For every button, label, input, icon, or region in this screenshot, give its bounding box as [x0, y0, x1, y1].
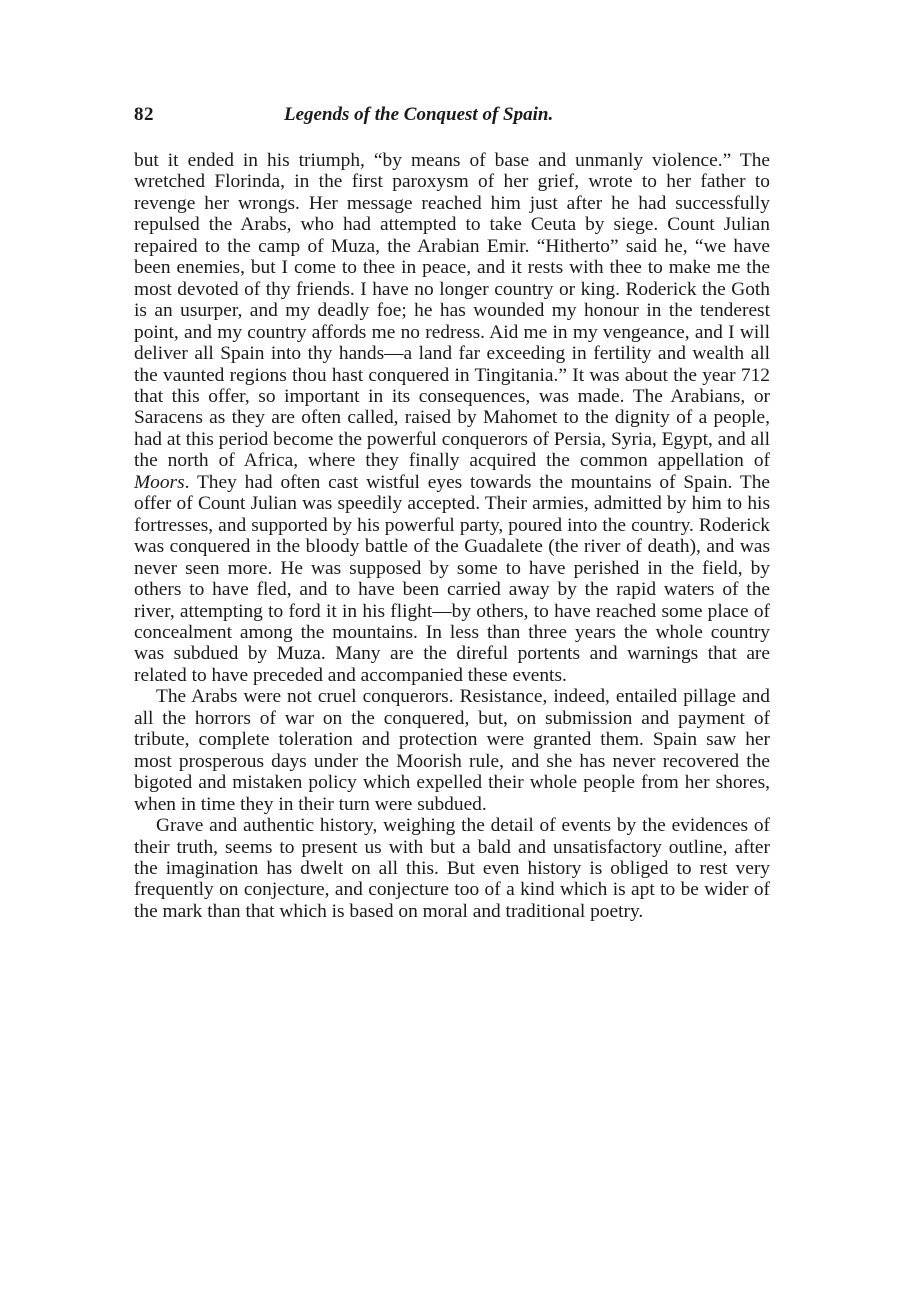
paragraph-2: [134, 686, 770, 815]
page-number: 82: [134, 104, 154, 125]
running-head: [134, 104, 770, 132]
paragraph-1-text: but it ended in his triumph, “by means of base and unmanly violence.” The wretched Florinda, in the first paroxysm of her grief, wrote to her father to revenge her wrongs. Her message reached him just after he had successfully repulsed the Arabs, who had attempted to take Ceuta by siege. Count Julian repaired to the camp of Muza, the Arabian Emir. “Hitherto” said he, “we have been enemies, but I come to thee in peace, and it rests with thee to make me the most devoted of thy friends. I have no longer country or king. Roderick the Goth is an usurper, and my deadly foe; he has wounded my honour in the tenderest point, and my country affords me no redress. Aid me in my vengeance, and I will deliver all Spain into thy hands—a land far exceeding in fertility and wealth all the vaunted regions thou hast conquered in Tingitania.” It was about the year 712 that this offer, so important in its consequences, was made. The Arabians, or Saracens as they are often called, raised by Mahomet to the dignity of a people, had at this period become the powerful conquerors of Persia, Syria, Egypt, and all the north of Africa, where they finally acquired the common appellation of: [134, 150, 770, 472]
paragraph-1-italic-moors: Moors: [134, 471, 185, 493]
paragraph-3: [134, 815, 770, 922]
paragraph-1: [134, 150, 770, 686]
running-title: Legends of the Conquest of Spain.: [284, 104, 554, 125]
paragraph-3-text: Grave and authentic history, weighing the detail of events by the evidences of their truth, seems to present us with but a bald and unsatisfactory outline, after the imagination has dwelt on all this. But even history is obliged to rest very frequently on conjecture, and conjecture too of a kind which is apt to be wider of the mark than that which is based on moral and traditional poetry.: [134, 815, 770, 922]
body-text: [134, 150, 770, 922]
paragraph-1-text-cont: . They had often cast wistful eyes towards the mountains of Spain. The offer of Count Julian was speedily accepted. Their armies, admitted by him to his fortresses, and supported by his powerful party, poured into the country. Roderick was conquered in the bloody battle of the Guadalete (the river of death), and was never seen more. He was supposed by some to have perished in the field, by others to have fled, and to have been carried away by the rapid waters of the river, attempting to ford it in his flight—by others, to have reached some place of concealment among the mountains. In less than three years the whole country was subdued by Muza. Many are the direful portents and warnings that are related to have preceded and accompanied these events.: [134, 471, 770, 686]
paragraph-2-text: The Arabs were not cruel conquerors. Resistance, indeed, entailed pillage and all the horrors of war on the conquered, but, on submission and payment of tribute, complete toleration and protection were granted them. Spain saw her most prosperous days under the Moorish rule, and she has never recovered the bigoted and mistaken policy which expelled their whole people from her shores, when in time they in their turn were subdued.: [134, 686, 770, 815]
